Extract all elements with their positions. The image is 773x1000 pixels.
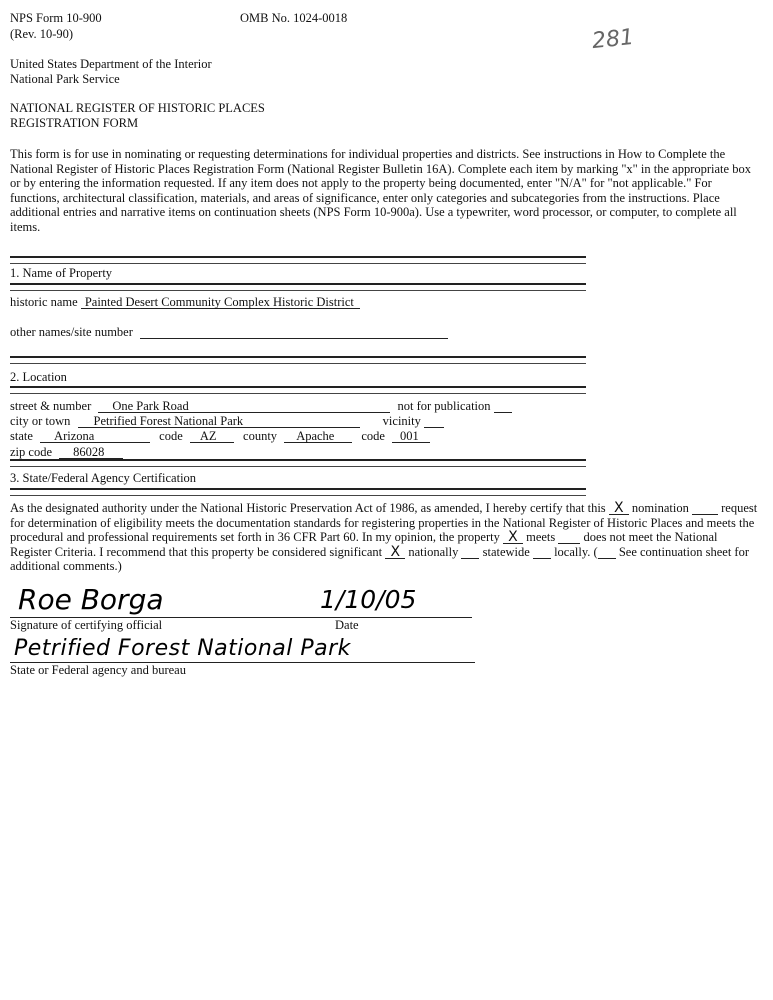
- county-field[interactable]: Apache: [284, 430, 352, 443]
- section-rule: [10, 256, 586, 264]
- city-label: city or town: [10, 414, 71, 428]
- state-row: [10, 429, 430, 444]
- meets-mark[interactable]: X: [503, 531, 523, 544]
- section-3-heading: 3. State/Federal Agency Certification: [10, 471, 197, 485]
- agency-value: Petrified Forest National Park: [14, 636, 351, 661]
- agency-line-2: National Park Service: [10, 72, 120, 86]
- city-row: [10, 414, 444, 429]
- signature-label: Signature of certifying official: [10, 618, 163, 632]
- continuation-note: See continuation sheet for additional comments.): [10, 544, 749, 574]
- locally-label: locally. (: [554, 544, 598, 559]
- section-2-heading: 2. Location: [10, 370, 67, 384]
- certification-paragraph: [10, 501, 762, 574]
- county-code-label: code: [361, 429, 385, 443]
- nomination-mark[interactable]: X: [609, 502, 629, 515]
- section-rule: [10, 459, 586, 467]
- other-names-row: [10, 325, 448, 340]
- date-value: 1/10/05: [320, 585, 417, 614]
- nomination-label: nomination: [631, 501, 689, 515]
- state-label: state: [10, 429, 33, 443]
- nationally-label: nationally: [408, 544, 459, 559]
- instructions-paragraph: This form is for use in nominating or requesting determinations for individual properties and districts. See instructions in How to Complete the National Register of Historic Places Registration Form (National Register Bulletin 16A). Complete each item by marking "x" in the appropriate box or by entering the information requested. If any item does not apply to the property being documented, enter "N/A" for "not applicable." For functions, architectural classification, materials, and areas of significance, enter only categories and subcategories from the instructions. Place additional entries and narrative items on continuation sheets (NPS Form 10-900a). Use a typewriter, word processor, or computer, to complete all items.: [10, 147, 751, 234]
- does-not-meet-text: does not meet the National Register Criteria. I recommend that this property be considered significant: [10, 530, 718, 559]
- form-title-line-1: NATIONAL REGISTER OF HISTORIC PLACES: [10, 101, 265, 115]
- signature: Roe Borga: [18, 583, 164, 616]
- date-label: Date: [335, 618, 359, 632]
- city-field[interactable]: Petrified Forest National Park: [78, 415, 360, 428]
- agency-line-1: United States Department of the Interior: [10, 57, 212, 71]
- statewide-label: statewide: [482, 544, 530, 559]
- zip-label: zip code: [10, 445, 52, 459]
- section-rule: [10, 283, 586, 291]
- street-row: [10, 399, 512, 414]
- county-label: county: [243, 429, 278, 443]
- historic-name-field[interactable]: Painted Desert Community Complex Historic District: [81, 296, 360, 309]
- nationally-mark[interactable]: X: [385, 546, 405, 559]
- section-rule: [10, 356, 586, 364]
- zip-field[interactable]: 86028: [59, 446, 123, 459]
- form-title-line-2: REGISTRATION FORM: [10, 116, 139, 130]
- form-number: NPS Form 10-900: [10, 11, 102, 25]
- state-code-label: code: [159, 429, 183, 443]
- certification-text: As the designated authority under the National Historic Preservation Act of 1986, as amended, I hereby certify that this: [10, 501, 606, 515]
- certification-text: request for determination of eligibility meets the documentation standards for registering properties in the National Register of Historic Places and meets the procedural and professional requirements set forth in 36 CFR Part 60. In my opinion, the property: [10, 501, 758, 545]
- state-code-field[interactable]: AZ: [190, 430, 234, 443]
- other-names-label: other names/site number: [10, 325, 133, 339]
- zip-row: [10, 445, 123, 460]
- not-for-publication-label: not for publication: [397, 399, 491, 413]
- section-rule: [10, 386, 586, 394]
- street-field[interactable]: One Park Road: [98, 400, 390, 413]
- omb-number: OMB No. 1024-0018: [240, 11, 348, 25]
- historic-name-label: historic name: [10, 295, 78, 309]
- form-revision: (Rev. 10-90): [10, 27, 74, 41]
- county-code-field[interactable]: 001: [392, 430, 430, 443]
- section-1-heading: 1. Name of Property: [10, 266, 113, 280]
- street-label: street & number: [10, 399, 92, 413]
- vicinity-label: vicinity: [382, 414, 421, 428]
- page-mark: 281: [590, 24, 636, 55]
- agency-label: State or Federal agency and bureau: [10, 663, 186, 677]
- meets-label: meets: [526, 530, 556, 545]
- historic-name-row: [10, 295, 360, 310]
- state-field[interactable]: Arizona: [40, 430, 150, 443]
- section-rule: [10, 488, 586, 496]
